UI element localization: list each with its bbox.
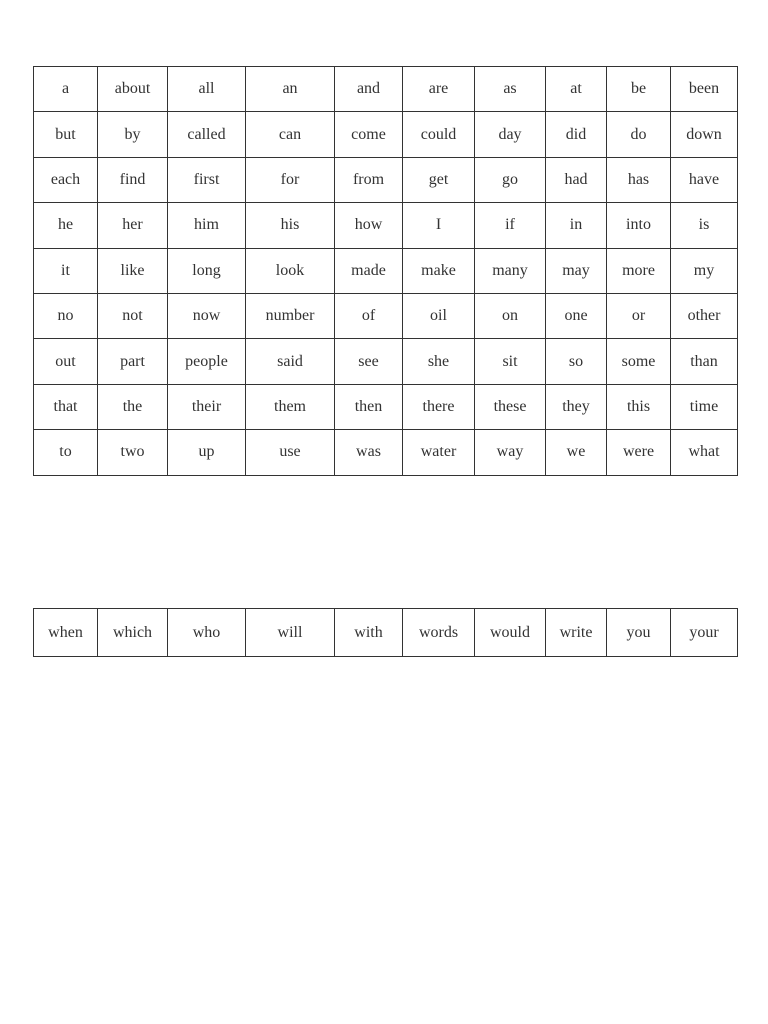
word-cell: water <box>403 430 475 475</box>
word-cell: would <box>475 609 546 657</box>
word-cell: we <box>546 430 607 475</box>
word-cell: her <box>98 203 168 248</box>
sight-word-grid <box>33 66 738 476</box>
word-cell: more <box>607 248 671 293</box>
word-cell: be <box>607 67 671 112</box>
word-cell: about <box>98 67 168 112</box>
word-cell: on <box>475 293 546 338</box>
word-cell: will <box>246 609 335 657</box>
word-cell: like <box>98 248 168 293</box>
word-cell: no <box>34 293 98 338</box>
word-cell: up <box>168 430 246 475</box>
word-cell: what <box>671 430 738 475</box>
word-cell: have <box>671 157 738 202</box>
word-cell: look <box>246 248 335 293</box>
word-cell: time <box>671 384 738 429</box>
table-row <box>34 67 738 112</box>
word-cell: is <box>671 203 738 248</box>
word-cell: number <box>246 293 335 338</box>
word-cell: were <box>607 430 671 475</box>
word-cell: of <box>335 293 403 338</box>
word-cell: do <box>607 112 671 157</box>
word-cell: to <box>34 430 98 475</box>
table-row <box>34 248 738 293</box>
table-row <box>34 384 738 429</box>
sight-word-grid-continued <box>33 608 738 657</box>
word-cell: how <box>335 203 403 248</box>
word-cell: some <box>607 339 671 384</box>
word-cell: and <box>335 67 403 112</box>
word-cell: did <box>546 112 607 157</box>
word-cell: you <box>607 609 671 657</box>
word-cell: them <box>246 384 335 429</box>
word-cell: there <box>403 384 475 429</box>
word-cell: he <box>34 203 98 248</box>
word-cell: one <box>546 293 607 338</box>
word-cell: than <box>671 339 738 384</box>
word-cell: many <box>475 248 546 293</box>
word-cell: words <box>403 609 475 657</box>
word-cell: way <box>475 430 546 475</box>
word-cell: may <box>546 248 607 293</box>
word-cell: are <box>403 67 475 112</box>
word-cell: people <box>168 339 246 384</box>
word-cell: been <box>671 67 738 112</box>
table-row <box>34 157 738 202</box>
word-cell: come <box>335 112 403 157</box>
word-cell: when <box>34 609 98 657</box>
word-cell: all <box>168 67 246 112</box>
word-cell: who <box>168 609 246 657</box>
word-cell: from <box>335 157 403 202</box>
word-cell: his <box>246 203 335 248</box>
word-cell: she <box>403 339 475 384</box>
word-cell: sit <box>475 339 546 384</box>
word-cell: then <box>335 384 403 429</box>
word-cell: which <box>98 609 168 657</box>
word-cell: if <box>475 203 546 248</box>
table-row <box>34 609 738 657</box>
word-cell: it <box>34 248 98 293</box>
table-row <box>34 339 738 384</box>
word-cell: these <box>475 384 546 429</box>
table-row <box>34 112 738 157</box>
word-cell: go <box>475 157 546 202</box>
word-cell: as <box>475 67 546 112</box>
word-cell: made <box>335 248 403 293</box>
word-cell: out <box>34 339 98 384</box>
word-cell: a <box>34 67 98 112</box>
word-cell: not <box>98 293 168 338</box>
word-cell: has <box>607 157 671 202</box>
word-cell: into <box>607 203 671 248</box>
word-cell: part <box>98 339 168 384</box>
word-cell: each <box>34 157 98 202</box>
word-cell: other <box>671 293 738 338</box>
word-cell: this <box>607 384 671 429</box>
word-cell: your <box>671 609 738 657</box>
word-cell: him <box>168 203 246 248</box>
word-cell: day <box>475 112 546 157</box>
word-cell: by <box>98 112 168 157</box>
word-cell: get <box>403 157 475 202</box>
word-cell: first <box>168 157 246 202</box>
word-cell: write <box>546 609 607 657</box>
table-row <box>34 293 738 338</box>
word-cell: they <box>546 384 607 429</box>
word-cell: was <box>335 430 403 475</box>
table-row <box>34 430 738 475</box>
word-cell: find <box>98 157 168 202</box>
word-cell: but <box>34 112 98 157</box>
word-cell: for <box>246 157 335 202</box>
word-cell: at <box>546 67 607 112</box>
word-cell: their <box>168 384 246 429</box>
word-cell: oil <box>403 293 475 338</box>
word-cell: see <box>335 339 403 384</box>
word-cell: now <box>168 293 246 338</box>
word-cell: said <box>246 339 335 384</box>
word-cell: long <box>168 248 246 293</box>
word-cell: two <box>98 430 168 475</box>
word-cell: I <box>403 203 475 248</box>
word-cell: with <box>335 609 403 657</box>
word-cell: my <box>671 248 738 293</box>
word-cell: that <box>34 384 98 429</box>
word-cell: the <box>98 384 168 429</box>
word-cell: down <box>671 112 738 157</box>
word-cell: an <box>246 67 335 112</box>
word-cell: had <box>546 157 607 202</box>
word-cell: could <box>403 112 475 157</box>
table-row <box>34 203 738 248</box>
word-cell: in <box>546 203 607 248</box>
word-cell: or <box>607 293 671 338</box>
word-cell: can <box>246 112 335 157</box>
word-cell: so <box>546 339 607 384</box>
word-cell: called <box>168 112 246 157</box>
word-cell: make <box>403 248 475 293</box>
word-cell: use <box>246 430 335 475</box>
